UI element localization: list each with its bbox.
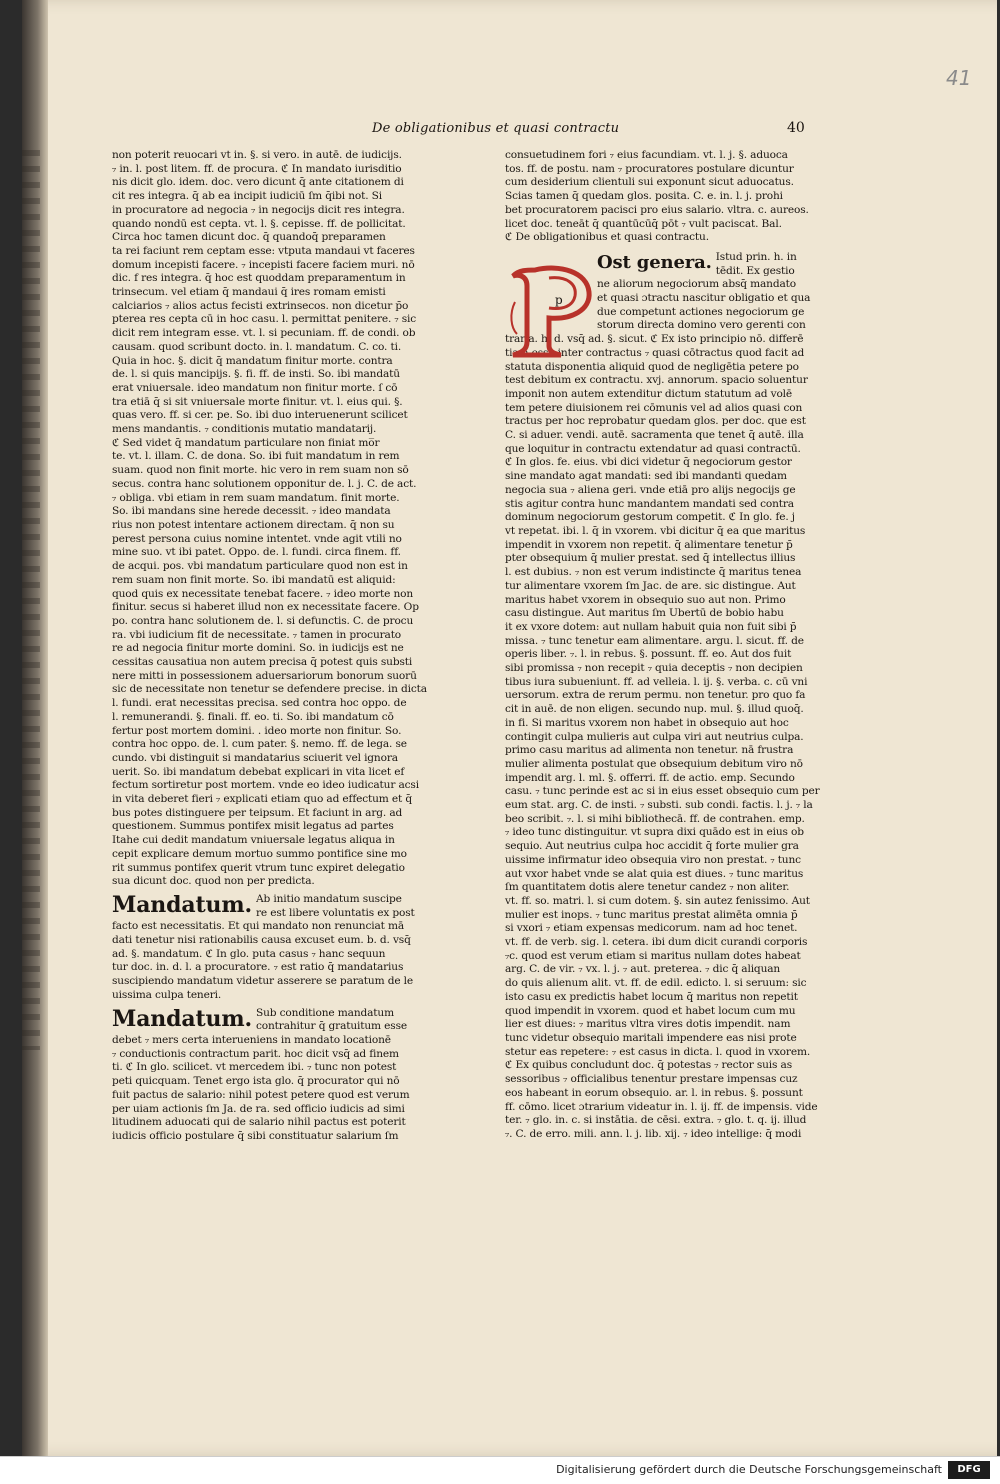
text-line: vt. ff. de verb. sig. l. cetera. ibi dum dicit curandi corporis bbox=[505, 936, 808, 949]
text-line: ℭ In glos. fe. eius. vbi dici videtur q̄ negociorum gestor bbox=[505, 456, 792, 469]
text-line: sessoribus ₇ officialibus tenentur prestare impensas cuz bbox=[505, 1073, 798, 1086]
text-line: per uiam actionis ſm Ja. de ra. sed officio iudicis ad simi bbox=[112, 1102, 405, 1115]
text-line: l. est dubius. ₇ non est verum indistincte q̄ maritus tenea bbox=[505, 566, 802, 579]
text-line: quando nondū est cepta. vt. l. §. cepisse. ff. de pollicitat. bbox=[112, 217, 406, 230]
text-line: suam. quod non finit morte. hic vero in rem suam non sō bbox=[112, 464, 409, 477]
right-text-block-a bbox=[505, 149, 823, 245]
text-line: pterea res cepta cū in hoc casu. l. permittat penitere. ₇ sic bbox=[112, 313, 417, 326]
initial-p-graphic bbox=[505, 262, 598, 358]
text-line: isto casu ex predictis habet locum q̄ maritus non repetit bbox=[505, 990, 798, 1003]
text-line: et quasi ɔtractu nascitur obligatio et qua bbox=[597, 292, 811, 305]
text-line: cit res integra. q̄ ab ea incipit iudiciū ſm q̄ibi not. Si bbox=[112, 190, 382, 203]
text-line: finitur. secus si haberet illud non ex necessitate facere. Op bbox=[112, 601, 419, 614]
text-line: in vita deberet fieri ₇ explicati etiam quo ad effectum et q̄ bbox=[112, 793, 412, 806]
footer-credit: Digitalisierung gefördert durch die Deutsche Forschungsgemeinschaft bbox=[556, 1463, 942, 1476]
text-line: facto est necessitatis. Et qui mandato non renunciat mā bbox=[112, 920, 405, 933]
text-line: ℭ Ex quibus concludunt doc. q̄ potestas ₇ rector suis as bbox=[505, 1059, 792, 1072]
text-line: mulier alimenta postulat que obsequium debitum viro nō bbox=[505, 757, 803, 770]
text-line: aut vxor habet vnde se alat quia est diues. ₇ tunc maritus bbox=[505, 867, 804, 880]
text-line: test debitum ex contractu. xvj. annorum. spacio soluentur bbox=[505, 374, 808, 387]
text-line: debet ₇ mers certa interueniens in mandato locationē bbox=[112, 1034, 391, 1046]
facing-page-edge bbox=[22, 150, 40, 1050]
text-line: ter. ₇ glo. in. c. si instātia. de cēsi. extra. ₇ glo. t. q. ij. illud bbox=[505, 1114, 807, 1127]
text-line: si vxori ₇ etiam expensas medicorum. nam ad hoc tenet. bbox=[505, 922, 798, 935]
text-line: stetur eas repetere: ₇ est casus in dicta. l. quod in vxorem. bbox=[505, 1045, 811, 1058]
text-line: ₇ in. l. post litem. ff. de procura. ℭ In mandato iurisditio bbox=[112, 162, 402, 175]
text-line: ne aliorum negociorum absq̄ mandato bbox=[597, 278, 796, 291]
text-line: tur doc. in. d. l. a procuratore. ₇ est ratio q̄ mandatarius bbox=[112, 961, 404, 974]
text-line: mulier est inops. ₇ tunc maritus prestat alimēta omnia p̄ bbox=[505, 908, 798, 921]
text-line: operis liber. ₇. l. in rebus. §. possunt. ff. eo. Aut dos fuit bbox=[505, 648, 792, 661]
text-line: cum desiderium clientuli sui exponunt sicut aduocatus. bbox=[505, 176, 794, 189]
text-line: questionem. Summus pontifex misit legatus ad partes bbox=[112, 820, 394, 833]
left-text-block-c bbox=[112, 1034, 432, 1144]
right-text-block-b bbox=[505, 333, 823, 1141]
text-line: casu distingue. Aut maritus ſm Ubertū de bobio habu bbox=[505, 607, 784, 620]
text-line: ta rei faciunt rem ceptam esse: vtputa mandaui vt faceres bbox=[112, 244, 415, 257]
text-line: beo scribit. ₇. l. si mihi bibliothecā. ff. de contrahen. emp. bbox=[505, 812, 805, 825]
text-line: contra hoc oppo. de. l. cum pater. §. nemo. ff. de lega. se bbox=[112, 738, 407, 751]
mandatum-heading-1 bbox=[112, 893, 432, 920]
text-line: imponit non autem extenditur dictum statutum ad volē bbox=[505, 387, 793, 400]
text-line: perest persona cuius nomine intentet. vnde agit vtili no bbox=[112, 532, 402, 545]
text-line: ff. cōmo. licet ɔtrarium videatur in. l. ij. ff. de impensis. vide bbox=[505, 1100, 818, 1113]
mandatum-heading-2 bbox=[112, 1007, 432, 1034]
text-line: sic de necessitate non tenetur se defendere precise. in dicta bbox=[112, 683, 427, 696]
text-line: Circa hoc tamen dicunt doc. q̄ quandoq̄ preparamen bbox=[112, 231, 386, 244]
pencil-folio-number: 41 bbox=[946, 66, 972, 90]
text-line: l. fundi. erat necessitas precisa. sed contra hoc oppo. de bbox=[112, 697, 407, 710]
text-line: tur alimentare vxorem ſm Jac. de are. sic distingue. Aut bbox=[505, 579, 796, 592]
text-line: quas vero. ff. si cer. pe. So. ibi duo interuenerunt scilicet bbox=[112, 409, 408, 422]
text-line: Itahe cui dedit mandatum vniuersale legatus aliqua in bbox=[112, 834, 395, 847]
text-line: rem suam non finit morte. So. ibi mandatū est aliquid: bbox=[112, 573, 396, 586]
text-line: litudinem aduocati qui de salario nihil pactus est poterit bbox=[112, 1116, 406, 1129]
text-line: nis dicit glo. idem. doc. vero dicunt q̄ ante citationem di bbox=[112, 176, 404, 189]
text-line: ₇ conductionis contractum parit. hoc dicit vsq̄ ad finem bbox=[112, 1047, 399, 1060]
text-line: sine mandato agat mandati: sed ibi mandanti quedam bbox=[505, 470, 787, 483]
heading-word: Mandatum. bbox=[112, 891, 252, 918]
text-line: consuetudinem fori ₇ eius facundiam. vt. l. j. §. aduoca bbox=[505, 149, 788, 161]
text-line: storum directa domino vero gerenti con bbox=[597, 319, 806, 332]
text-line: tiam esse inter contractus ₇ quasi cōtractus quod facit ad bbox=[505, 346, 805, 359]
text-line: ti. ℭ In glo. scilicet. vt mercedem ibi. ₇ tunc non potest bbox=[112, 1061, 397, 1074]
text-line: ad. §. mandatum. ℭ In glo. puta casus ₇ hanc sequun bbox=[112, 947, 386, 960]
decorated-initial-p bbox=[505, 262, 598, 358]
text-line: ſm quantitatem dotis alere tenetur candez ₇ non aliter. bbox=[505, 881, 790, 894]
text-line: do quis alienum alit. vt. ff. de edil. edicto. l. si seruum: sic bbox=[505, 977, 807, 990]
text-line: due competunt actiones negociorum ge bbox=[597, 305, 805, 318]
text-line: bus potes distinguere per teipsum. Et faciunt in arg. ad bbox=[112, 806, 403, 819]
text-line: traria. h. d. vsq̄ ad. §. sicut. ℭ Ex isto principio nō. differē bbox=[505, 333, 804, 346]
text-line: tractus per hoc reprobatur quedam glos. per doc. que est bbox=[505, 415, 806, 428]
text-line: peti quicquam. Tenet ergo ista glo. q̄ procurator qui nō bbox=[112, 1075, 400, 1088]
text-line: sua dicunt doc. quod non per predicta. bbox=[112, 875, 315, 888]
text-line: eum stat. arg. C. de insti. ₇ substi. sub condi. factis. l. j. ₇ la bbox=[505, 799, 813, 812]
text-line: sibi promissa ₇ non recepit ₇ quia deceptis ₇ non decipien bbox=[505, 662, 803, 675]
text-line: vt. ff. so. matri. l. si cum dotem. §. sin autez fenissimo. Aut bbox=[505, 894, 810, 907]
text-line: l. remunerandi. §. finali. ff. eo. ti. So. ibi mandatum cō bbox=[112, 710, 394, 723]
text-line: maritus habet vxorem in obsequio suo aut non. Primo bbox=[505, 593, 786, 606]
running-head: De obligationibus et quasi contractu bbox=[372, 121, 620, 136]
text-line: vt repetat. ibi. l. q̄ in vxorem. vbi dicitur q̄ ea que maritus bbox=[505, 524, 806, 537]
text-line: ₇. C. de erro. mili. ann. l. j. lib. xij. ₇ ideo intellige: q̄ modi bbox=[505, 1127, 802, 1140]
left-column bbox=[112, 149, 432, 1144]
text-line: eos habeant in eorum obsequio. ar. l. in rebus. §. possunt bbox=[505, 1086, 803, 1099]
text-line: statuta disponentia aliquid quod de negligētia petere po bbox=[505, 360, 799, 373]
text-line: ra. vbi iudicium fit de necessitate. ₇ tamen in procurato bbox=[112, 628, 402, 641]
folio-number: 40 bbox=[787, 120, 805, 136]
text-line: missa. ₇ tunc tenetur eam alimentare. argu. l. sicut. ff. de bbox=[505, 634, 804, 647]
digitization-footer bbox=[0, 1456, 1000, 1484]
text-line: cessitas causatiua non autem precisa q̄ potest quis substi bbox=[112, 656, 413, 669]
text-line: tibus iura subueniunt. ff. ad velleia. l. ij. §. verba. c. cū vni bbox=[505, 675, 808, 688]
text-line: dic. f res integra. q̄ hoc est quoddam preparamentum in bbox=[112, 272, 406, 285]
text-line: fertur post mortem domini. . ideo morte non finitur. So. bbox=[112, 724, 402, 737]
text-line: causam. quod scribunt docto. in. l. mandatum. C. co. ti. bbox=[112, 340, 402, 353]
text-line: uissima culpa teneri. bbox=[112, 988, 222, 1001]
text-line: rit summus pontifex querit vtrum tunc expiret delegatio bbox=[112, 861, 405, 874]
text-line: uissime infirmatur ideo obsequia viro non prestat. ₇ tunc bbox=[505, 853, 801, 866]
text-line: negocia sua ₇ aliena geri. vnde etiā pro alijs negocijs ge bbox=[505, 483, 796, 496]
text-line: mens mandantis. ₇ conditionis mutatio mandatarij. bbox=[112, 423, 377, 436]
text-line: non poterit reuocari vt in. §. si vero. in autē. de iudicijs. bbox=[112, 149, 402, 161]
text-line: te. vt. l. illam. C. de dona. So. ibi fuit mandatum in rem bbox=[112, 450, 400, 463]
text-line: it ex vxore dotem: aut nullam habuit quia non fuit sibi p̄ bbox=[505, 620, 797, 633]
text-line: quod impendit in vxorem. quod et habet locum cum mu bbox=[505, 1004, 796, 1017]
text-line: uerit. So. ibi mandatum debebat explicari in vita licet ef bbox=[112, 765, 405, 778]
text-line: sequio. Aut neutrius culpa hoc accidit q̄ forte mulier gra bbox=[505, 840, 799, 853]
guide-letter: p bbox=[555, 293, 563, 307]
text-line: ₇ ideo tunc distinguitur. vt supra dixi quādo est in eius ob bbox=[505, 826, 804, 839]
heading-rest-line: Ab initio mandatum suscipe bbox=[256, 892, 402, 905]
text-line: tra etiā q̄ si sit vniuersale morte finitur. vt. l. eius qui. §. bbox=[112, 395, 403, 408]
text-line: casu. ₇ tunc perinde est ac si in eius esset obsequio cum per bbox=[505, 785, 820, 798]
heading-word: Ost genera. bbox=[597, 251, 712, 273]
text-line: pter obsequium q̄ mulier prestat. sed q̄ intellectus illius bbox=[505, 552, 796, 565]
left-text-block-a bbox=[112, 149, 432, 889]
text-line: tem petere diuisionem rei cōmunis vel ad alios quasi con bbox=[505, 401, 803, 414]
text-line: in procuratore ad negocia ₇ in negocijs dicit res integra. bbox=[112, 203, 405, 216]
text-line: dicit rem integram esse. vt. l. si pecuniam. ff. de condi. ob bbox=[112, 327, 416, 340]
text-line: que loquitur in contractu extendatur ad quasi contractū. bbox=[505, 442, 801, 455]
text-line: ℭ De obligationibus et quasi contractu. bbox=[505, 231, 709, 244]
heading-rest-line: tēdit. Ex gestio bbox=[715, 264, 795, 277]
text-line: impendit in vxorem non repetit. q̄ alimentare tenetur p̄ bbox=[505, 538, 793, 551]
text-line: de acqui. pos. vbi mandatum particulare quod non est in bbox=[112, 560, 408, 573]
text-line: cepit explicare demum mortuo summo pontifice sine mo bbox=[112, 847, 407, 860]
text-line: Scias tamen q̄ quedam glos. posita. C. e. in. l. j. prohi bbox=[505, 190, 783, 203]
text-line: arg. C. de vir. ₇ vx. l. j. ₇ aut. preterea. ₇ dic q̄ aliquan bbox=[505, 963, 781, 976]
text-line: Quia in hoc. §. dicit q̄ mandatum finitur morte. contra bbox=[112, 354, 393, 367]
text-line: secus. contra hanc solutionem opponitur de. l. j. C. de act. bbox=[112, 477, 417, 490]
text-line: fuit pactus de salario: nihil potest petere quod est verum bbox=[112, 1088, 410, 1101]
text-line: rius non potest intentare actionem directam. q̄ non su bbox=[112, 518, 395, 531]
text-line: ₇c. quod est verum etiam si maritus nullam dotes habeat bbox=[505, 949, 801, 962]
text-line: po. contra hanc solutionem de. l. si defunctis. C. de procu bbox=[112, 614, 414, 627]
text-line: erat vniuersale. ideo mandatum non finitur morte. ſ cō bbox=[112, 381, 398, 394]
heading-word: Mandatum. bbox=[112, 1005, 252, 1032]
text-line: calciarios ₇ alios actus fecisti extrinsecos. non dicetur p̄o bbox=[112, 299, 409, 312]
text-line: licet doc. teneāt q̄ quantūcūq̄ pōt ₇ vult paciscat. Bal. bbox=[505, 217, 782, 230]
heading-rest-line: re est libere voluntatis ex post bbox=[256, 906, 415, 919]
text-line: re ad negocia finitur morte domini. So. in iudicijs est ne bbox=[112, 642, 404, 655]
text-line: primo casu maritus ad alimenta non tenetur. nā frustra bbox=[505, 744, 794, 757]
text-line: uersorum. extra de rerum permu. non tenetur. pro quo fa bbox=[505, 689, 806, 702]
text-line: tunc videtur obsequio maritali impendere eas nisi prote bbox=[505, 1032, 797, 1044]
heading-rest-line: Sub conditione mandatum bbox=[256, 1006, 394, 1019]
text-line: contingit culpa mulieris aut culpa viri aut neutrius culpa. bbox=[505, 730, 804, 743]
text-line: quod quis ex necessitate tenebat facere. ₇ ideo morte non bbox=[112, 587, 414, 600]
text-line: dominum negociorum gestorum competit. ℭ In glo. fe. j bbox=[505, 511, 795, 524]
text-line: trinsecum. vel etiam q̄ mandaui q̄ ires romam emisti bbox=[112, 286, 386, 299]
text-line: ₇ obliga. vbi etiam in rem suam mandatum. finit morte. bbox=[112, 491, 400, 504]
text-line: ℭ Sed videt q̄ mandatum particulare non finiat mo̅r bbox=[112, 436, 380, 449]
text-line: cundo. vbi distinguit si mandatarius sciuerit vel ignora bbox=[112, 751, 398, 764]
text-line: dati tenetur nisi rationabilis causa excuset eum. b. d. vsq̄ bbox=[112, 934, 411, 947]
book-page bbox=[22, 0, 997, 1456]
text-line: de. l. si quis mancipijs. §. fi. ff. de insti. So. ibi mandatū bbox=[112, 368, 400, 381]
heading-rest-line: Istud prin. h. in bbox=[715, 250, 797, 263]
text-line: So. ibi mandans sine herede decessit. ₇ ideo mandata bbox=[112, 505, 391, 518]
text-line: fectum sortiretur post mortem. vnde eo ideo iudicatur acsi bbox=[112, 779, 419, 792]
text-line: iudicis officio postulare q̄ sibi constituatur salarium ſm bbox=[112, 1129, 399, 1142]
text-line: stis agitur contra hunc mandantem mandati sed contra bbox=[505, 497, 794, 510]
text-line: tos. ff. de postu. nam ₇ procuratores postulare dicuntur bbox=[505, 162, 794, 175]
heading-rest-line: contrahitur q̄ gratuitum esse bbox=[256, 1020, 407, 1033]
text-line: mine suo. vt ibi patet. Oppo. de. l. fundi. circa finem. ff. bbox=[112, 546, 401, 559]
dfg-logo: DFG bbox=[948, 1461, 990, 1479]
text-line: in fi. Si maritus vxorem non habet in obsequio aut hoc bbox=[505, 716, 789, 729]
text-line: C. si aduer. vendi. autē. sacramenta que tenet q̄ autē. illa bbox=[505, 429, 804, 442]
text-line: bet procuratorem pacisci pro eius salario. vltra. c. aureos. bbox=[505, 203, 809, 216]
text-line: suscipiendo mandatum videtur asserere se paratum de le bbox=[112, 975, 414, 988]
left-text-block-b bbox=[112, 920, 432, 1002]
text-line: nere mitti in possessionem aduersariorum bonorum suorū bbox=[112, 669, 417, 682]
text-line: domum incepisti facere. ₇ incepisti facere faciem muri. nō bbox=[112, 258, 415, 271]
text-line: impendit arg. l. ml. §. offerri. ff. de actio. emp. Secundo bbox=[505, 771, 795, 784]
text-line: cit in auē. de non eligen. secundo nup. mul. §. illud quoq̄. bbox=[505, 703, 804, 716]
text-line: lier est diues: ₇ maritus vltra vires dotis impendit. nam bbox=[505, 1018, 791, 1031]
